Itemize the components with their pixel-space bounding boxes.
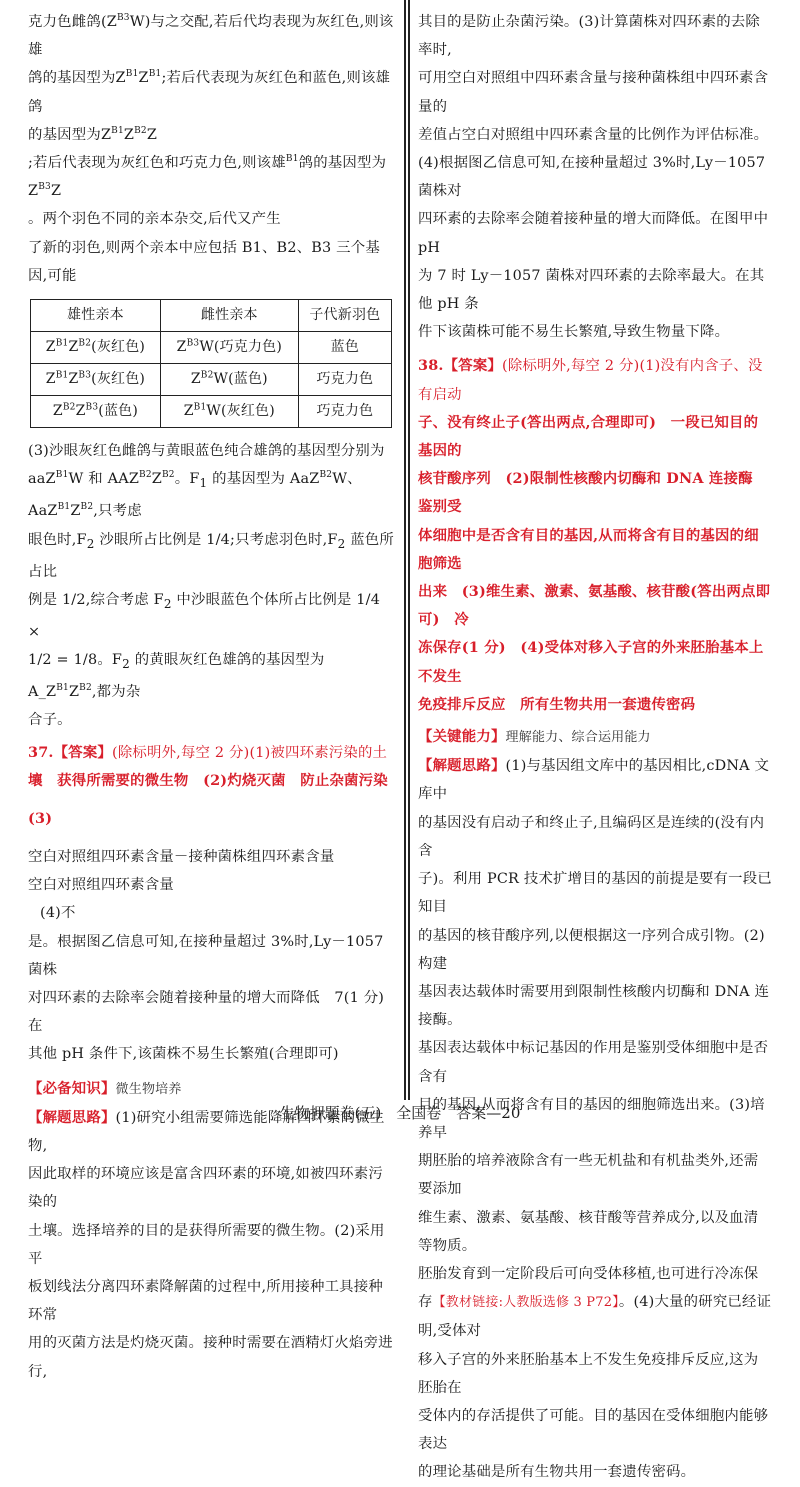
key-ability: 【关键能力】理解能力、综合运用能力 (418, 728, 651, 746)
textbook-link: 【教材链接:人教版选修 3 P72】 (432, 1295, 619, 1311)
answer-38: 38.【答案】(除标明外,每空 2 分)(1)没有内含子、没有启动 子、没有终止子(答出两点,合理即可) 一段已知目的基因的 核苷酸序列 (2)限制性核酸内切酶和 DNA 连接酶 鉴别受 体细胞中是否含有目的基因,从而将含有目的基因的细胞筛选 出来 (3)维生素、激素、氨基酸、核苷酸(答出两点即可) 冷 冻保存(1 分) (4)受体对移入子宫的外来胚胎基本上不发生 免疫排斥反应 所有生物共用一套遗传密码 (418, 357, 771, 713)
right-continuation: 其目的是防止杂菌污染。(3)计算菌株对四环素的去除率时, 可用空白对照组中四环素含量与接种菌株组中四环素含量的 差值占空白对照组中四环素含量的比例作为评估标准。 (4)根据图乙信息可知,在接种量超过 3%时,Ly－1057 菌株对 四环素的去除率会随着接种量的增大而降低。在图甲中 pH 为 7 时 Ly－1057 菌株对四环素的去除率最大。在其他 pH 条 件下该菌株可能不易生长繁殖,导致生物量下降。 (418, 14, 769, 341)
left-para-1: 克力色雌鸽$(Z^{B3}W)$与之交配,若后代均表现为灰红色,则该雄 鸽的基因型为$Z^{B1}Z^{B1}$;若后代表现为灰红色和蓝色,则该雄鸽 的基因型为$Z^{B1}Z^{B2}Z$ ;若后代表现为灰红色和巧克力色,则该雄$^{B1}$鸽的基因型为$Z^{B3}Z$ 。两个羽色不同的亲本杂交,后代又产生 了新的羽色,则两个亲本中应包括 B1、B2、B3 三个基因,可能 (28, 13, 394, 284)
solution-approach-37: 【解题思路】(1)研究小组需要筛选能降解四环素的微生物, 因此取样的环境应该是富含四环素的环境,如被四环素污染的 土壤。选择培养的目的是获得所需要的微生物。(2)采用平 板划线法分离四环素降解菌的过程中,所用接种工具接种环常 用的灭菌方法是灼烧灭菌。接种时需要在酒精灯火焰旁进行, (28, 1108, 393, 1380)
left-para-3: (3)沙眼灰红色雌鸽与黄眼蓝色纯合雄鸽的基因型分别为 aaZ$^{B1}$W 和 $AAZ^{B2}Z^{B2}$。$F_1$ 的基因型为 AaZ$^{B2}$W、$AaZ^{B1}Z^{B2}$,只考虑 眼色时$,F_2$ 沙眼所占比例是 1/4;只考虑羽色时$,F_2$ 蓝色所占比 例是 1/2,综合考虑 $F_2$ 中沙眼蓝色个体所占比例是 1/4 × 1/2 = 1/8。$F_2$ 的黄眼灰红色雄鸽的基因型为 $A\_Z^{B1}Z^{B2}$,都为杂 合子。 (28, 443, 394, 729)
table-header: 子代新羽色 (298, 300, 391, 332)
left-column: 克力色雌鸽$(Z^{B3}W)$与之交配,若后代均表现为灰红色,则该雄 鸽的基因型为$Z^{B1}Z^{B1}$;若后代表现为灰红色和蓝色,则该雄鸽 的基因型为$Z^{B1}Z^{B2}Z$ ;若后代表现为灰红色和巧克力色,则该雄$^{B1}$鸽的基因型为$Z^{B3}Z$ 。两个羽色不同的亲本杂交,后代又产生 了新的羽色,则两个亲本中应包括 B1、B2、B3 三个基因,可能 雄性亲本 雌性亲本 子代新羽色 $Z^{B1}Z^{B2}$(灰红色) $Z^{B3}W$(巧克力色) 蓝色 $Z^{B1}Z^{B3}$(灰红色) $Z^{B2}W$(蓝色) 巧克力色 $Z^{B2}Z^{B3}$(蓝色) $Z^{B1}W$(灰红色) 巧克力色 (3)沙眼灰红色雌鸽与黄眼蓝色纯合雄鸽的基因型分别为 aaZ$^{B1}$W 和 $AAZ^{B2}Z^{B2}$。$F_1$ 的基因型为 AaZ$^{B2}$W、$AaZ^{B1}Z^{B2}$,只考虑 眼色时$,F_2$ 沙眼所占比例是 1/4;只考虑羽色时$,F_2$ 蓝色所占比 例是 1/2,综合考虑 $F_2$ 中沙眼蓝色个体所占比例是 1/4 × 1/2 = 1/8。$F_2$ 的黄眼灰红色雄鸽的基因型为 $A\_Z^{B1}Z^{B2}$,都为杂 合子。 37.【答案】(除标明外,每空 2 分)(1)被四环素污染的土 壤 获得所需要的微生物 (2)灼烧灭菌 防止杂菌污染 (3) 空白对照组四环素含量－接种菌株组四环素含量 空白对照组四环素含量 (4)不 是。根据图乙信息可知,在接种量超过 3%时,Ly－1057 菌株 对四环素的去除率会随着接种量的增大而降低 7(1 分) 在 其他 pH 条件下,该菌株不易生长繁殖(合理即可) 【必备知识】微生物培养 【解题思路】(1)研究小组需要筛选能降解四环素的微生物, 因此取样的环境应该是富含四环素的环境,如被四环素污染的 土壤。选择培养的目的是获得所需要的微生物。(2)采用平 板划线法分离四环素降解菌的过程中,所用接种工具接种环常 用的灭菌方法是灼烧灭菌。接种时需要在酒精灯火焰旁进行, (28, 8, 394, 1386)
column-divider (404, 0, 406, 1100)
table-header: 雄性亲本 (31, 300, 161, 332)
table-header: 雌性亲本 (160, 300, 298, 332)
solution-approach-38: 【解题思路】(1)与基因组文库中的基因相比,cDNA 文库中 的基因没有启动子和终止子,且编码区是连续的(没有内含 子)。利用 PCR 技术扩增目的基因的前提是要有一段已知目 的基因的核苷酸序列,以便根据这一序列合成引物。(2)构建 基因表达载体时需要用到限制性核酸内切酶和 DNA 连接酶。 基因表达载体中标记基因的作用是鉴别受体细胞中是否含有 目的基因,从而将含有目的基因的细胞筛选出来。(3)培养早 期胚胎的培养液除含有一些无机盐和有机盐类外,还需要添加 维生素、激素、氨基酸、核苷酸等营养成分,以及血清等物质。 胚胎发育到一定阶段后可向受体移植,也可进行冷冻保存【教材链接:人教版选修 3 P72】。(4)大量的研究已经证明,受体对 移入子宫的外来胚胎基本上不发生免疫排斥反应,这为胚胎在 受体内的存活提供了可能。目的基因在受体细胞内能够表达 的理论基础是所有生物共用一套遗传密码。 (418, 757, 772, 1481)
table-row: $Z^{B1}Z^{B3}$(灰红色) $Z^{B2}W$(蓝色) 巧克力色 (31, 364, 392, 396)
required-knowledge: 【必备知识】微生物培养 (28, 1079, 182, 1097)
table-row: $Z^{B2}Z^{B3}$(蓝色) $Z^{B1}W$(灰红色) 巧克力色 (31, 396, 392, 428)
genotype-table (30, 299, 392, 428)
answer-37: 37.【答案】(除标明外,每空 2 分)(1)被四环素污染的土 壤 获得所需要的微生物 (2)灼烧灭菌 防止杂菌污染 (3) (28, 743, 388, 827)
right-column (418, 8, 772, 1487)
column-divider-2 (408, 0, 410, 1100)
table-row: $Z^{B1}Z^{B2}$(灰红色) $Z^{B3}W$(巧克力色) 蓝色 (31, 332, 392, 364)
page-footer: 生物押题卷(五) 全国卷 答案—20 (279, 1104, 521, 1122)
